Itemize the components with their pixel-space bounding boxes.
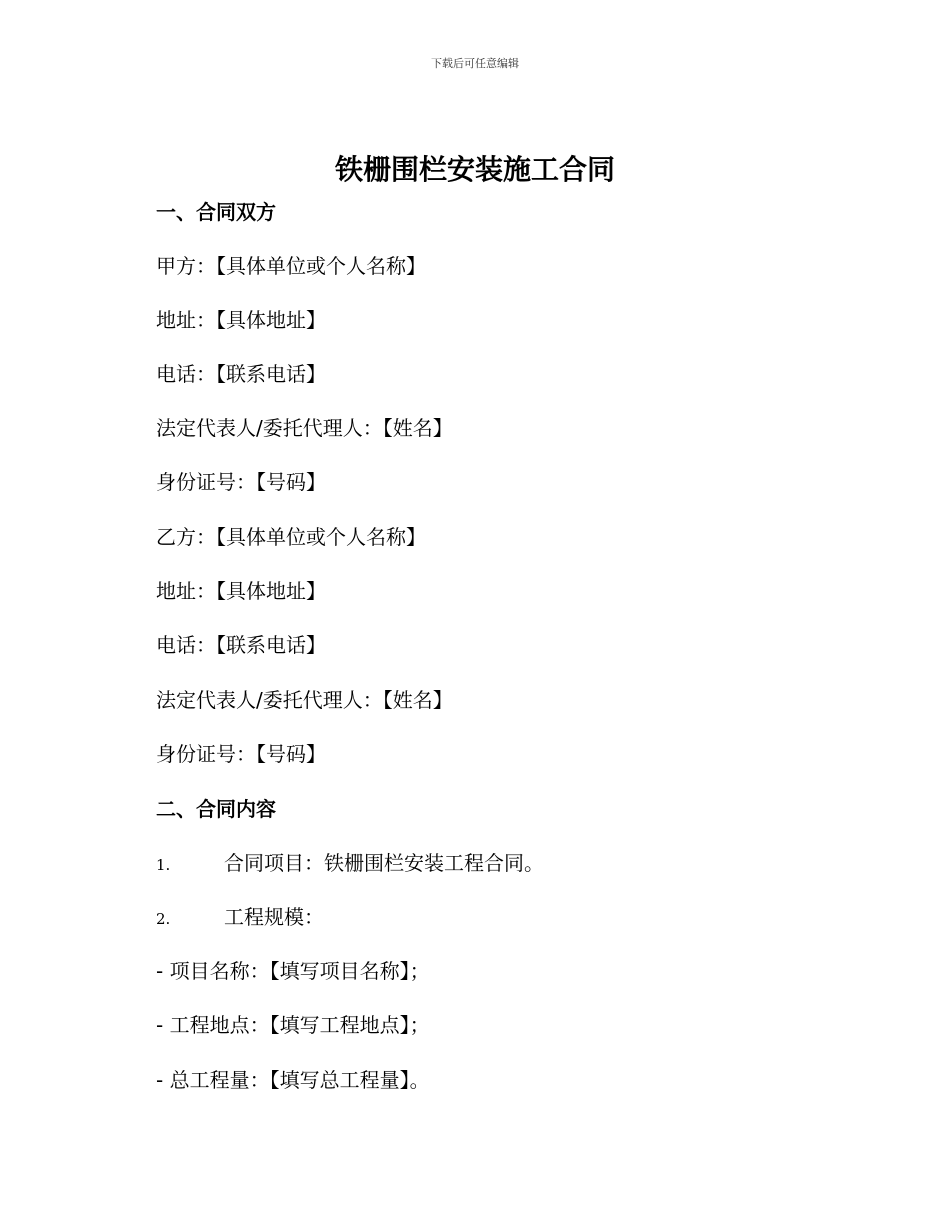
party-a-name: 甲方：【具体单位或个人名称】 <box>156 254 426 278</box>
party-b-representative: 法定代表人/委托代理人：【姓名】 <box>156 688 453 712</box>
party-a-address: 地址：【具体地址】 <box>156 308 326 332</box>
party-b-id-number: 身份证号：【号码】 <box>156 742 326 766</box>
party-a-representative: 法定代表人/委托代理人：【姓名】 <box>156 416 453 440</box>
document-title: 铁栅围栏安装施工合同 <box>334 153 615 186</box>
detail-project-name: - 项目名称：【填写项目名称】； <box>156 959 430 983</box>
party-a-id-number: 身份证号：【号码】 <box>156 470 326 494</box>
party-b-phone: 电话：【联系电话】 <box>156 633 326 657</box>
section-heading-parties: 一、合同双方 <box>156 200 276 224</box>
section-heading-content: 二、合同内容 <box>156 797 276 821</box>
page-header-note: 下载后可任意编辑 <box>431 57 519 70</box>
item-number: 2. <box>156 910 171 928</box>
party-b-address: 地址：【具体地址】 <box>156 579 326 603</box>
party-a-phone: 电话：【联系电话】 <box>156 362 326 386</box>
detail-total-quantity: - 总工程量：【填写总工程量】。 <box>156 1068 430 1092</box>
item-text: 合同项目：铁栅围栏安装工程合同。 <box>224 851 544 875</box>
detail-project-location: - 工程地点：【填写工程地点】； <box>156 1013 430 1037</box>
numbered-item-1 <box>156 849 544 879</box>
item-text: 工程规模： <box>224 905 324 929</box>
numbered-item-2 <box>156 903 324 933</box>
party-b-name: 乙方：【具体单位或个人名称】 <box>156 525 426 549</box>
item-number: 1. <box>156 856 171 874</box>
